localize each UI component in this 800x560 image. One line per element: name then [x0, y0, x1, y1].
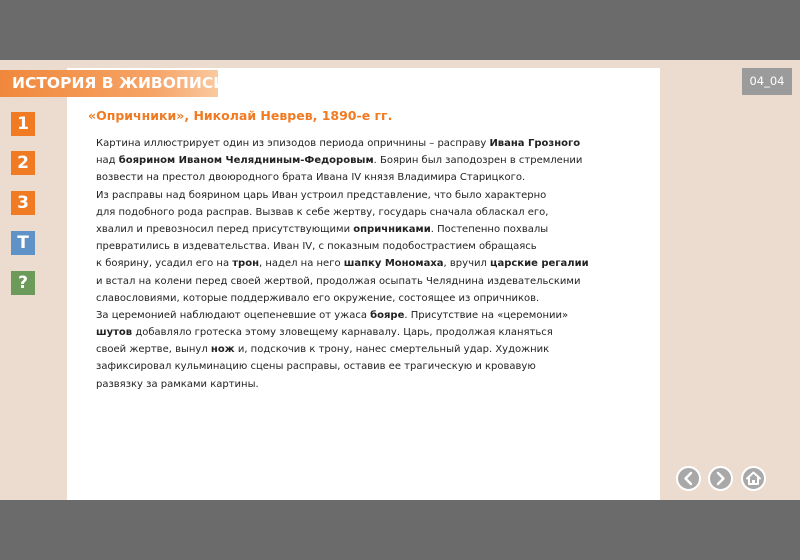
text-line [96, 341, 636, 358]
text-line [96, 307, 636, 324]
slide-number-badge: 04_04 [742, 68, 792, 95]
text-run: . Постепенно похвалы [430, 223, 549, 235]
text-line [96, 187, 636, 204]
text-line [96, 273, 636, 290]
text-run: За церемонией наблюдают оцепеневшие от ужаса [96, 309, 371, 321]
nav-button-3[interactable]: 3 [11, 191, 35, 215]
text-line [96, 204, 636, 221]
next-button[interactable] [708, 466, 733, 491]
text-run: зафиксировал кульминацию сцены расправы, оставив ее трагическую и кровавую [96, 361, 536, 373]
painting-title: «Опричники», Николай Неврев, 1890-е гг. [88, 108, 393, 123]
prev-button[interactable] [676, 466, 701, 491]
text-run: хвалил и превозносил перед присутствующими [96, 223, 354, 235]
text-run: , вручил [443, 258, 491, 270]
text-line [96, 255, 636, 272]
chevron-left-icon [678, 468, 699, 489]
text-line [96, 376, 636, 393]
text-run: над [96, 155, 119, 167]
text-run: для подобного рода расправ. Вызвав к себе жертву, государь сначала обласкал его, [96, 206, 549, 218]
text-run: и, подскочив к трону, нанес смертельный удар. Художник [234, 344, 550, 356]
home-button[interactable] [741, 466, 766, 491]
text-bold: нож [210, 344, 235, 356]
section-title: ИСТОРИЯ В ЖИВОПИСИ [0, 70, 218, 97]
text-line [96, 221, 636, 238]
text-run: , надел на него [259, 258, 344, 270]
text-bold: шутов [96, 327, 133, 339]
text-line [96, 358, 636, 375]
nav-button-text[interactable]: Т [11, 231, 35, 255]
text-bold: Ивана Грозного [489, 138, 581, 149]
text-bold: трон [232, 258, 259, 270]
text-bold: бояре [370, 309, 405, 321]
text-bold: опричниками [353, 223, 431, 235]
text-line [96, 290, 636, 307]
chevron-right-icon [710, 468, 731, 489]
nav-button-1[interactable]: 1 [11, 112, 35, 136]
text-bold: шапку Мономаха [343, 258, 444, 270]
text-line [96, 135, 636, 152]
text-run: превратились в издевательства. Иван IV, с показным подобострастием обращаясь [96, 241, 537, 253]
text-bold: царские регалии [490, 258, 589, 270]
text-line [96, 238, 636, 255]
text-run: славословиями, которые поддерживало его окружение, состоящее из опричников. [96, 292, 540, 304]
text-run: . Присутствие на «церемонии» [404, 309, 569, 321]
text-run: к боярину, усадил его на [96, 258, 233, 270]
text-line [96, 169, 636, 186]
home-icon [743, 468, 764, 489]
description-text [96, 135, 636, 393]
text-run: развязку за рамками картины. [96, 378, 259, 390]
text-line [96, 152, 636, 169]
nav-button-quiz[interactable]: ? [11, 271, 35, 295]
text-run: добавляло гротеска этому зловещему карнавалу. Царь, продолжая кланяться [132, 327, 553, 339]
nav-button-2[interactable]: 2 [11, 151, 35, 175]
text-run: Из расправы над боярином царь Иван устроил представление, что было характерно [96, 189, 547, 201]
text-run: возвести на престол двоюродного брата Ивана IV князя Владимира Старицкого. [96, 172, 526, 184]
text-run: Картина иллюстрирует один из эпизодов периода опричнины – расправу [96, 138, 490, 149]
text-line [96, 324, 636, 341]
text-run: . Боярин был заподозрен в стремлении [373, 155, 583, 167]
text-run: своей жертве, вынул [96, 344, 211, 356]
text-bold: боярином Иваном Челядниным-Федоровым [118, 155, 374, 167]
text-run: и встал на колени перед своей жертвой, продолжая осыпать Челяднина издевательскими [96, 275, 581, 287]
